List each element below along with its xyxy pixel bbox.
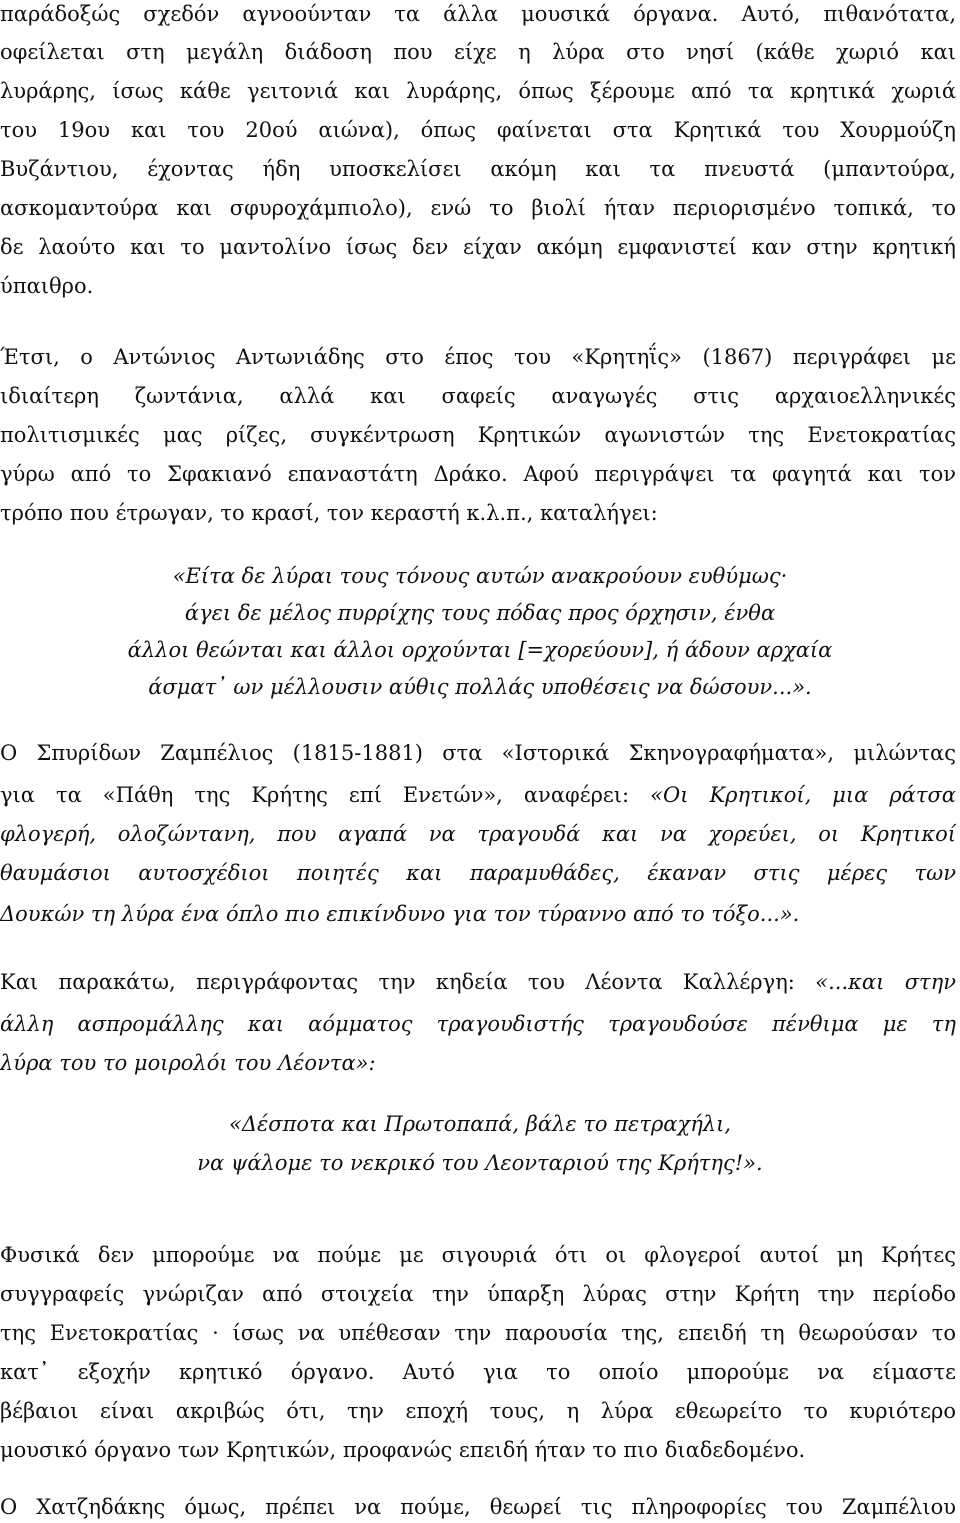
- paragraph-1-line-4: του 19ου και του 20ού αιώνα), όπως φαίνεται στα Κρητικά του Χουρμούζη: [0, 118, 956, 142]
- paragraph-5-line-3: της Ενετοκρατίας · ίσως να υπέθεσαν την παρουσία της, επειδή τη θεωρούσαν το: [0, 1321, 956, 1345]
- paragraph-5-line-1: Φυσικά δεν μπορούμε να πούμε με σιγουριά ότι οι φλογεροί αυτοί μη Κρήτες: [0, 1243, 956, 1267]
- paragraph-4-line-3: λύρα του το μοιρολόι του Λέοντα»:: [0, 1051, 376, 1075]
- paragraph-4-line-1: [0, 970, 956, 994]
- paragraph-1-line-3: λυράρης, ίσως κάθε γειτονιά και λυράρης, όπως ξέρουμε από τα κρητικά χωριά: [0, 79, 956, 103]
- paragraph-2-line-1: Έτσι, ο Αντώνιος Αντωνιάδης στο έπος του «Κρητηΐς» (1867) περιγράφει με: [0, 345, 956, 369]
- paragraph-2-line-4: γύρω από το Σφακιανό επαναστάτη Δράκο. Αφού περιγράψει τα φαγητά και τον: [0, 462, 956, 486]
- paragraph-2-line-3: πολιτισμικές μας ρίζες, συγκέντρωση Κρητικών αγωνιστών της Ενετοκρατίας: [0, 423, 956, 447]
- paragraph-5-line-5: βέβαιοι είναι ακριβώς ότι, την εποχή τους, η λύρα εθεωρείτο το κυριότερο: [0, 1399, 956, 1423]
- paragraph-4-line-1-plain: Και παρακάτω, περιγράφοντας την κηδεία του Λέοντα Καλλέργη:: [0, 970, 816, 994]
- paragraph-4-line-2: άλλη ασπρομάλλης και αόμματος τραγουδιστής τραγουδούσε πένθιμα με τη: [0, 1012, 956, 1036]
- paragraph-3-line-1: Ο Σπυρίδων Ζαμπέλιος (1815-1881) στα «Ιστορικά Σκηνογραφήματα», μιλώντας: [0, 741, 956, 765]
- paragraph-3-line-3: φλογερή, ολοζώντανη, που αγαπά να τραγουδά και να χορεύει, οι Κρητικοί: [0, 822, 956, 846]
- quote-2-line-1: «Δέσποτα και Πρωτοπαπά, βάλε το πετραχήλι,: [228, 1112, 731, 1136]
- paragraph-3-line-4: θαυμάσιοι αυτοσχέδιοι ποιητές και παραμυθάδες, έκαναν στις μέρες των: [0, 861, 956, 885]
- paragraph-1-line-8: ύπαιθρο.: [0, 274, 94, 298]
- paragraph-5-line-2: συγγραφείς γνώριζαν από στοιχεία την ύπαρξη λύρας στην Κρήτη την περίοδο: [0, 1282, 956, 1306]
- paragraph-3-line-2-italic: «Οι Κρητικοί, μια ράτσα: [650, 783, 956, 807]
- paragraph-1-line-2: οφείλεται στη μεγάλη διάδοση που είχε η λύρα στο νησί (κάθε χωριό και: [0, 40, 956, 64]
- paragraph-1-line-7: δε λαούτο και το μαντολίνο ίσως δεν είχαν ακόμη εμφανιστεί καν στην κρητική: [0, 235, 956, 259]
- quote-2-line-2: να ψάλομε το νεκρικό του Λεονταριού της Κρήτης!».: [197, 1151, 763, 1175]
- paragraph-5-line-6: μουσικό όργανο των Κρητικών, προφανώς επειδή ήταν το πιο διαδεδομένο.: [0, 1438, 806, 1462]
- paragraph-1-line-5: Βυζάντιου, έχοντας ήδη υποσκελίσει ακόμη και τα πνευστά (μπαντούρα,: [0, 157, 956, 181]
- paragraph-6-line-1: Ο Χατζηδάκης όμως, πρέπει να πούμε, θεωρεί τις πληροφορίες του Ζαμπέλιου: [0, 1495, 956, 1519]
- paragraph-3-line-2-plain: για τα «Πάθη της Κρήτης επί Ενετών», αναφέρει:: [0, 783, 651, 807]
- quote-1-line-2: άγει δε μέλος πυρρίχης τους πόδας προς όρχησιν, ένθα: [184, 601, 776, 625]
- quote-1-line-4: άσματ᾽ ων μέλλουσιν αύθις πολλάς υποθέσεις να δώσουν...».: [148, 675, 812, 699]
- paragraph-1-line-1: παράδοξώς σχεδόν αγνοούνταν τα άλλα μουσικά όργανα. Αυτό, πιθανότατα,: [0, 2, 956, 26]
- paragraph-5-line-4: κατ᾽ εξοχήν κρητικό όργανο. Αυτό για το οποίο μπορούμε να είμαστε: [0, 1360, 956, 1384]
- quote-1-line-3: άλλοι θεώνται και άλλοι ορχούνται [=χορεύουν], ή άδουν αρχαία: [127, 638, 833, 662]
- paragraph-2-line-5: τρόπο που έτρωγαν, το κρασί, τον κεραστή κ.λ.π., καταλήγει:: [0, 501, 658, 525]
- paragraph-3-line-5: Δουκών τη λύρα ένα όπλο πιο επικίνδυνο για τον τύραννο από το τόξο...».: [0, 902, 800, 926]
- paragraph-1-line-6: ασκομαντούρα και σφυροχάμπιολο), ενώ το βιολί ήταν περιορισμένο τοπικά, το: [0, 196, 956, 220]
- paragraph-4-line-1-italic: «...και στην: [815, 970, 956, 994]
- paragraph-2-line-2: ιδιαίτερη ζωντάνια, αλλά και σαφείς αναγωγές στις αρχαιοελληνικές: [0, 384, 956, 408]
- quote-1-line-1: «Είτα δε λύραι τους τόνους αυτών ανακρούουν ευθύμως·: [172, 564, 788, 588]
- paragraph-3-line-2: [0, 783, 956, 807]
